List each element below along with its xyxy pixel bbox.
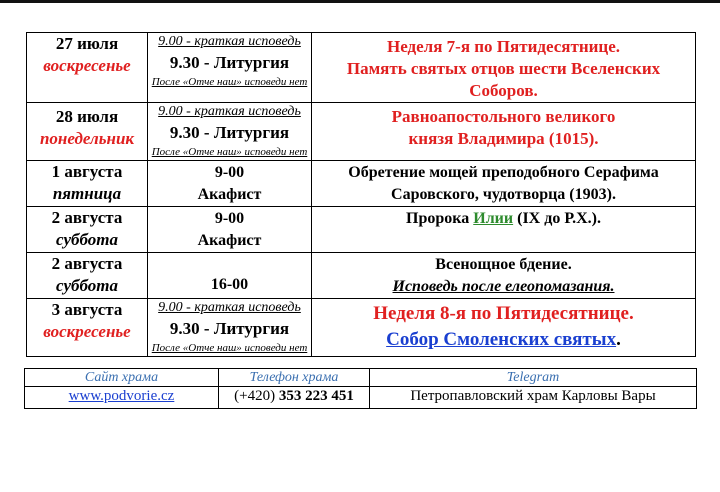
confession-time: 9.00 - краткая исповедь — [158, 34, 301, 49]
day-date: 27 июля — [55, 34, 119, 53]
table-row — [27, 253, 696, 299]
contacts-value-row — [25, 387, 697, 409]
phone-header: Телефон храма — [219, 369, 370, 387]
day-date: 1 августа — [51, 162, 123, 181]
confession-note: После «Отче наш» исповеди нет — [151, 76, 308, 88]
confession-note: После «Отче наш» исповеди нет — [151, 342, 308, 354]
phone-prefix: (+420) — [234, 388, 279, 404]
feast-title: Неделя 8-я по Пятидесятнице. — [373, 303, 634, 324]
feast-title-after: (IX до Р.Х.). — [513, 210, 601, 227]
phone-number: 353 223 451 — [278, 388, 354, 404]
day-weekday: воскресенье — [43, 322, 131, 341]
feast-subtitle-link: Собор Смоленских святых — [386, 329, 617, 350]
service-time: 16-00 — [210, 276, 249, 293]
day-weekday: суббота — [56, 276, 118, 295]
site-header: Сайт храма — [25, 369, 219, 387]
feast-title — [312, 207, 695, 230]
confession-time: 9.00 - краткая исповедь — [158, 300, 301, 315]
contacts-table — [24, 368, 697, 409]
date-cell — [27, 161, 148, 207]
day-weekday: воскресенье — [43, 56, 131, 75]
feast-title-before: Пророка — [406, 210, 474, 227]
feast-title: Неделя 7-я по Пятидесятнице. — [386, 37, 621, 56]
service-name: Акафист — [197, 186, 262, 203]
day-date: 28 июля — [55, 107, 119, 126]
liturgy-time: 9.30 - Литургия — [169, 319, 290, 338]
service-cell — [148, 253, 312, 299]
feast-subtitle: Исповедь после елеопомазания. — [392, 278, 615, 295]
service-cell — [148, 161, 312, 207]
telegram-cell: Петропавловский храм Карловы Вары — [370, 387, 697, 409]
date-cell — [27, 299, 148, 357]
table-row — [27, 299, 696, 357]
confession-time: 9.00 - краткая исповедь — [158, 104, 301, 119]
liturgy-time: 9.30 - Литургия — [169, 53, 290, 72]
feast-cell — [312, 299, 696, 357]
day-date: 3 августа — [51, 300, 123, 319]
contacts-header-row — [25, 369, 697, 387]
feast-cell — [312, 161, 696, 207]
table-row — [27, 161, 696, 207]
feast-subtitle-dot: . — [616, 329, 621, 350]
schedule-table — [26, 32, 696, 357]
day-weekday: пятница — [52, 184, 122, 203]
telegram-header: Telegram — [370, 369, 697, 387]
feast-cell — [312, 33, 696, 103]
day-date: 2 августа — [51, 208, 123, 227]
day-weekday: понедельник — [39, 129, 135, 148]
service-cell — [148, 33, 312, 103]
feast-title: Обретение мощей преподобного Серафима — [348, 164, 659, 181]
service-time: 9-00 — [214, 210, 245, 227]
feast-cell — [312, 207, 696, 253]
site-link[interactable]: www.podvorie.cz — [68, 388, 175, 404]
table-row — [27, 33, 696, 103]
service-time: 9-00 — [214, 164, 245, 181]
site-cell — [25, 387, 219, 409]
feast-subtitle: князя Владимира (1015). — [408, 129, 599, 148]
feast-subtitle-end: Соборов. — [469, 81, 538, 100]
date-cell — [27, 253, 148, 299]
feast-subtitle — [312, 327, 695, 353]
feast-title: Равноапостольного великого — [391, 107, 616, 126]
top-border-line — [0, 0, 720, 3]
table-row — [27, 103, 696, 161]
feast-cell — [312, 103, 696, 161]
day-weekday: суббота — [56, 230, 118, 249]
date-cell — [27, 33, 148, 103]
confession-note: После «Отче наш» исповеди нет — [151, 146, 308, 158]
feast-title: Всенощное бдение. — [435, 256, 572, 273]
service-cell — [148, 103, 312, 161]
service-name: Акафист — [197, 232, 262, 249]
liturgy-time: 9.30 - Литургия — [169, 123, 290, 142]
phone-cell — [219, 387, 370, 409]
feast-title-green: Илии — [473, 210, 514, 227]
day-date: 2 августа — [51, 254, 123, 273]
service-cell — [148, 299, 312, 357]
feast-subtitle: Саровского, чудотворца (1903). — [391, 186, 616, 203]
date-cell — [27, 103, 148, 161]
table-row — [27, 207, 696, 253]
service-cell — [148, 207, 312, 253]
feast-cell — [312, 253, 696, 299]
date-cell — [27, 207, 148, 253]
feast-subtitle: Память святых отцов шести Вселенских — [346, 59, 661, 78]
